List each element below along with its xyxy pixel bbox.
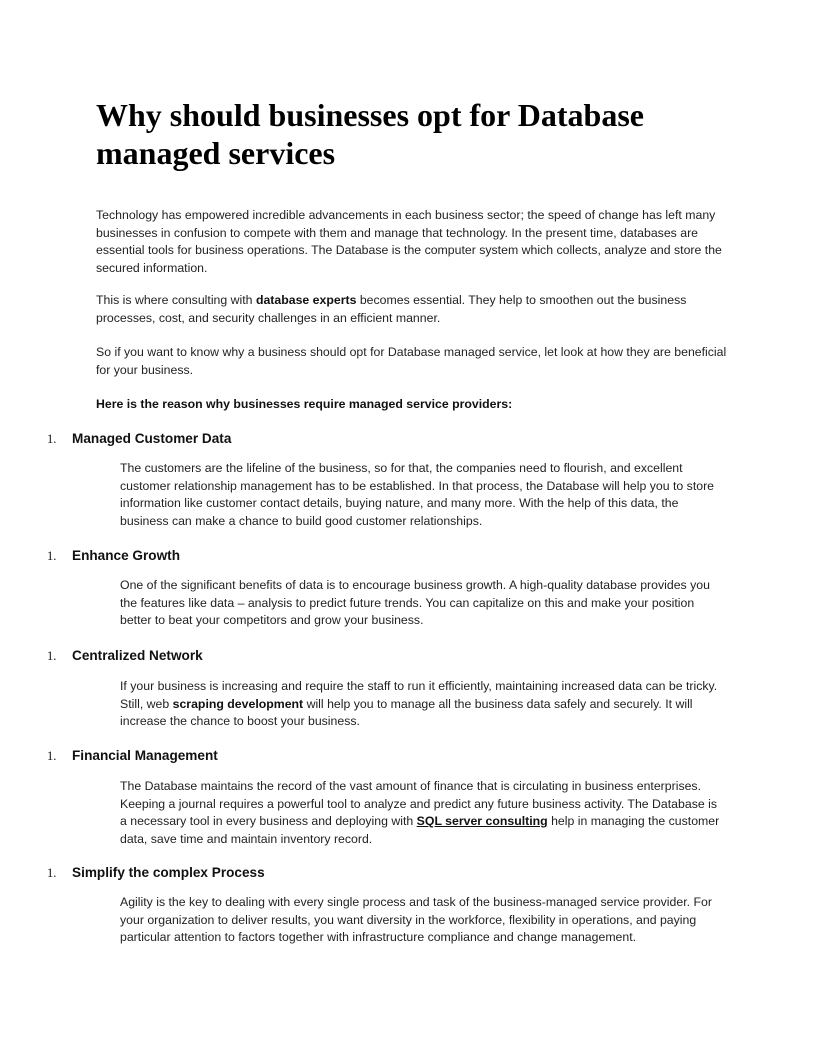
list-number: 1. [47, 749, 57, 763]
section-body-centralized-network [120, 678, 720, 731]
section-heading-simplify-process [47, 864, 747, 882]
intro-paragraph: Technology has empowered incredible advancements in each business sector; the speed of change has left many businesses in confusion to compete with them and manage that technology. In the present time, databases are essential tools for business operations. The Database is the computer system which collects, analyze and store the secured information. [96, 208, 722, 275]
title-line-1: Why should businesses opt for Database [96, 97, 644, 133]
section-heading-centralized-network [47, 647, 747, 665]
list-number: 1. [47, 432, 57, 446]
section-title: Financial Management [72, 748, 218, 763]
financial-text-before: The Database maintains the record of the vast amount of finance that is circulating in business enterprises. Keeping a journal requires a powerful tool to analyze and predict any future business activity. The Database is a necessary tool in every business and deploying with [120, 779, 717, 829]
reasons-lead-in: Here is the reason why businesses require managed service providers: [96, 397, 513, 411]
consulting-text-before: This is where consulting with [96, 293, 256, 307]
list-number: 1. [47, 866, 57, 880]
list-number: 1. [47, 649, 57, 663]
list-number: 1. [47, 549, 57, 563]
section-heading-managed-customer-data [47, 430, 747, 448]
section-body-managed-customer-data: The customers are the lifeline of the business, so for that, the companies need to flourish, and excellent customer relationship management has to be established. In that process, the Database will help you to store information like customer contact details, buying nature, and many more. With the help of this data, the business can make a chance to build good customer relationships. [120, 461, 715, 528]
section-heading-enhance-growth [47, 547, 747, 565]
database-experts-emphasis: database experts [255, 293, 357, 307]
benefits-intro-paragraph: So if you want to know why a business should opt for Database managed service, let look at how they are beneficial for your business. [96, 345, 727, 377]
financial-text-after: help in managing the customer data, save time and maintain inventory record. [120, 814, 720, 846]
title-line-2: managed services [96, 135, 336, 171]
section-body-enhance-growth: One of the significant benefits of data is to encourage business growth. A high-quality database provides you the features like data – analysis to predict future trends. You can capitalize on this and make your position better to beat your competitors and grow your business. [120, 578, 710, 628]
section-title: Centralized Network [72, 648, 203, 663]
section-title: Enhance Growth [72, 548, 181, 563]
centralized-text-after: will help you to manage all the business data safely and securely. It will increase the chance to boost your business. [120, 696, 693, 729]
scraping-development-emphasis: scraping development [172, 696, 304, 711]
sql-server-consulting-link[interactable]: SQL server consulting [416, 814, 548, 829]
centralized-text-before: If your business is increasing and require the staff to run it efficiently, maintaining increased data can be tricky. Still, web [120, 679, 718, 711]
section-heading-financial-management [47, 747, 747, 765]
page-title [96, 96, 736, 172]
consulting-paragraph [96, 292, 736, 327]
section-body-financial-management [120, 778, 720, 848]
consulting-text-after: becomes essential. They help to smoothen out the business processes, cost, and security challenges in an efficient manner. [96, 293, 687, 325]
section-title: Simplify the complex Process [72, 865, 265, 880]
section-body-simplify-process: Agility is the key to dealing with every single process and task of the business-managed service provider. For your organization to deliver results, you want diversity in the workforce, flexibility in operations, and paying particular attention to factors together with infrastructure compliance and change management. [120, 895, 712, 945]
section-title: Managed Customer Data [72, 431, 232, 446]
